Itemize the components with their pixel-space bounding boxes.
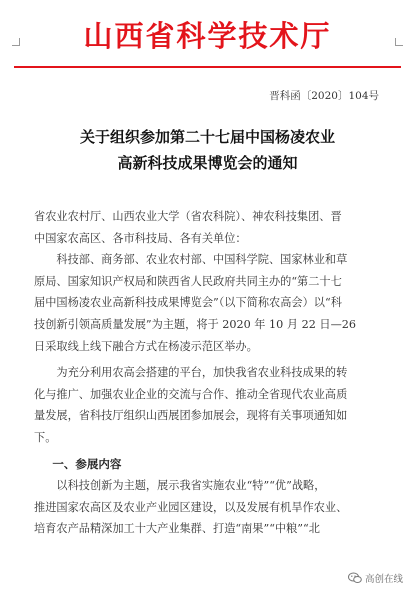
watermark xyxy=(346,570,405,586)
notice-title-line-1: 关于组织参加第二十七届中国杨凌农业 xyxy=(79,128,335,146)
paragraph-3-line: 以科技创新为主题，展示我省实施农业“特”“优”战略， xyxy=(56,479,326,493)
paragraph-1-line: 技创新引领高质量发展”为主题，将于 2020 年 10 月 22 日—26 xyxy=(34,317,356,331)
paragraph-2-line: 量发展，省科技厅组织山西展团参加展会，现将有关事项通知如 xyxy=(34,409,348,423)
wechat-icon xyxy=(348,572,362,584)
paragraph-1-line: 日采取线上线下融合方式在杨凌示范区举办。 xyxy=(34,339,258,353)
paragraph-2-line: 下。 xyxy=(34,430,57,444)
paragraph-1-line: 原局、国家知识产权局和陕西省人民政府共同主办的“第二十七 xyxy=(34,274,342,288)
paragraph-3 xyxy=(34,475,393,540)
document-number: 晋科函〔2020〕104号 xyxy=(269,90,379,102)
notice-title-line-2: 高新科技成果博览会的通知 xyxy=(117,154,298,172)
section-1-heading: 一、参展内容 xyxy=(52,456,122,471)
paragraph-3-line: 培育农产品精深加工十大产业集群、打造“南果”“中粮”“北 xyxy=(34,522,320,536)
paragraph-1-line: 届中国杨凌农业高新科技成果博览会”（以下简称农高会）以“科 xyxy=(34,296,342,310)
issuing-org-header: 山西省科学技术厅 xyxy=(83,19,332,53)
salutation-line-2: 中国家农高区、各市科技局、各有关单位： xyxy=(34,231,247,245)
paragraph-2-line: 化与推广、加强农业企业的交流与合作、推动全省现代农业高质 xyxy=(34,387,348,401)
paragraph-2-line: 为充分利用农高会搭建的平台，加快我省农业科技成果的转 xyxy=(56,366,348,380)
watermark-text: 高创在线 xyxy=(364,574,403,585)
paragraph-1-line: 科技部、商务部、农业农村部、中国科学院、国家林业和草 xyxy=(56,253,348,267)
notice-title xyxy=(0,124,415,176)
salutation-line-1: 省农业农村厅、山西农业大学（省农科院）、神农科技集团、晋 xyxy=(34,210,342,223)
header-red-rule xyxy=(14,66,401,68)
document-body xyxy=(34,206,393,540)
paragraph-3-line: 推进国家农高区及农业产业园区建设，以及发展有机旱作农业、 xyxy=(34,500,348,514)
paragraph-2 xyxy=(34,362,393,448)
paragraph-1 xyxy=(34,249,393,357)
